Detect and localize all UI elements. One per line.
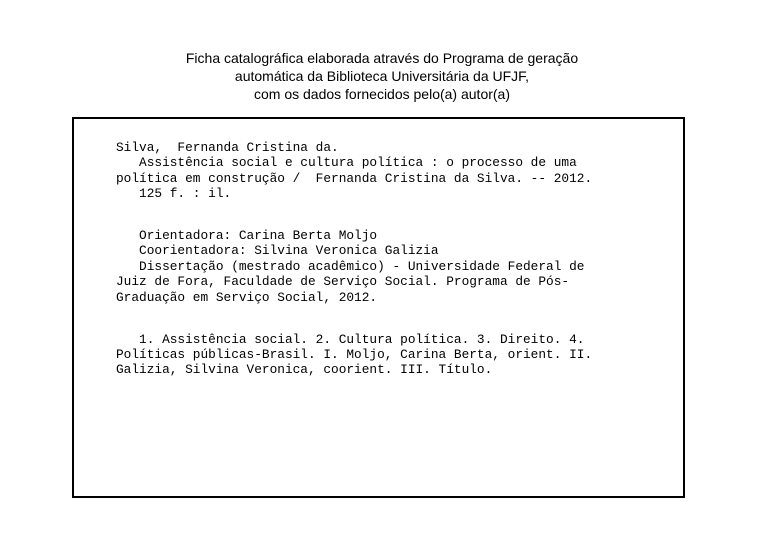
catalog-card: [72, 117, 685, 498]
record-line: Orientadora: Carina Berta Moljo: [116, 228, 378, 244]
record-description: [116, 140, 592, 202]
spacer: [116, 305, 592, 332]
header-line: automática da Biblioteca Universitária da UFJF,: [234, 68, 530, 84]
record-line: política em construção / Fernanda Cristina da Silva. -- 2012.: [116, 170, 593, 186]
record-line: 1. Assistência social. 2. Cultura política. 3. Direito. 4.: [116, 331, 585, 347]
record-line: Silva, Fernanda Cristina da.: [116, 140, 339, 155]
header-line: com os dados fornecidos pelo(a) autor(a): [253, 86, 511, 102]
spacer: [116, 202, 592, 229]
record-line: Dissertação (mestrado acadêmico) - Universidade Federal de: [116, 258, 585, 274]
record-subjects: [116, 332, 592, 378]
catalog-record: [116, 140, 592, 378]
header-line: Ficha catalográfica elaborada através do Programa de geração: [185, 50, 579, 66]
record-line: Graduação em Serviço Social, 2012.: [116, 289, 378, 305]
record-line: Coorientadora: Silvina Veronica Galizia: [116, 243, 439, 259]
record-line: Galizia, Silvina Veronica, coorient. III. Título.: [116, 362, 493, 378]
record-notes: [116, 228, 592, 305]
record-line: Assistência social e cultura política : o processo de uma: [116, 155, 577, 171]
record-line: Juiz de Fora, Faculdade de Serviço Social. Programa de Pós-: [116, 274, 570, 290]
catalog-header: [0, 49, 764, 103]
record-line: 125 f. : il.: [116, 186, 232, 202]
record-line: Políticas públicas-Brasil. I. Moljo, Carina Berta, orient. II.: [116, 346, 593, 362]
